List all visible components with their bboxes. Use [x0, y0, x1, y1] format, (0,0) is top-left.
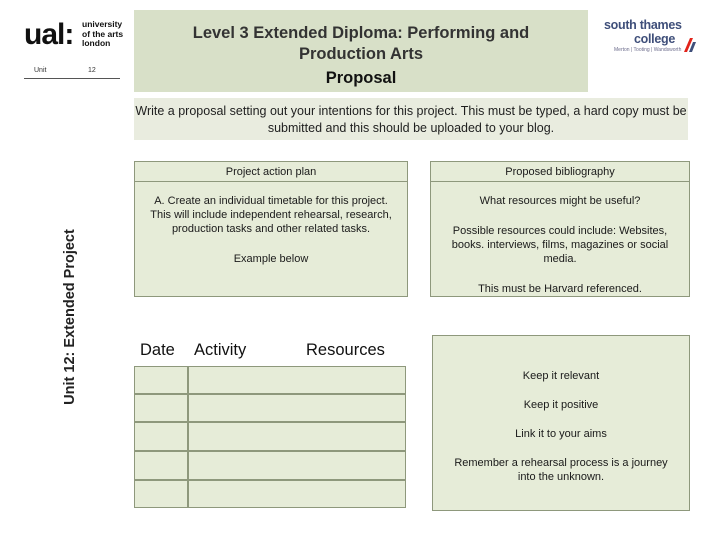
- table-cell: [188, 480, 406, 508]
- action-plan-text: A. Create an individual timetable for this project. This will include independent rehearsal, research, production tasks and other related tasks.: [150, 195, 392, 235]
- college-name-line2: college: [634, 32, 675, 46]
- action-plan-heading: Project action plan: [134, 161, 408, 183]
- table-header-date: Date: [140, 341, 175, 359]
- bibliography-heading: Proposed bibliography: [430, 161, 690, 183]
- title-line-1: Level 3 Extended Diploma: Performing and: [192, 24, 530, 42]
- table-cell: [134, 451, 188, 480]
- table-cell: [188, 394, 406, 422]
- ual-logo-mark: ual:: [24, 18, 74, 51]
- bibliography-possible: Possible resources could include: Websites, books. interviews, films, magazines or social media.: [451, 225, 669, 265]
- intro-box: [134, 98, 688, 140]
- table-cell: [134, 366, 188, 394]
- unit-row: [24, 64, 120, 76]
- timetable-table: [134, 336, 406, 508]
- college-logo-icon: [682, 36, 696, 52]
- bibliography-harvard: This must be Harvard referenced.: [478, 283, 642, 295]
- table-header-activity: Activity: [194, 341, 247, 359]
- action-plan-panel: [134, 181, 408, 297]
- title-line-2: Production Arts: [298, 45, 424, 63]
- ual-logo: [24, 18, 134, 52]
- bibliography-panel: [430, 181, 690, 297]
- table-cell: [134, 394, 188, 422]
- unit-divider: [24, 78, 120, 79]
- tip-journey: Remember a rehearsal process is a journey into the unknown.: [454, 457, 668, 483]
- tip-relevant: Keep it relevant: [522, 370, 600, 382]
- table-header-resources: Resources: [306, 341, 385, 359]
- page-title: Proposal: [325, 69, 397, 87]
- action-plan-example: Example below: [233, 253, 309, 265]
- table-cell: [134, 422, 188, 451]
- tips-panel: [432, 335, 690, 511]
- table-cell: [188, 422, 406, 451]
- table-cell: [188, 451, 406, 480]
- table-cell: [188, 366, 406, 394]
- title-box: [134, 10, 588, 92]
- intro-text: Write a proposal setting out your intentions for this project. This must be typed, a hard copy must be submitted and this should be uploaded to your blog.: [135, 104, 687, 135]
- unit-label: Unit: [34, 67, 47, 74]
- college-tagline: Merton | Tooting | Wandsworth: [614, 47, 682, 53]
- bibliography-question: What resources might be useful?: [479, 195, 641, 207]
- college-name-line1: south thames: [604, 18, 682, 32]
- table-cell: [134, 480, 188, 508]
- ual-logo-text: university of the arts london: [82, 19, 124, 48]
- unit-number: 12: [88, 67, 96, 74]
- side-label: Unit 12: Extended Project: [62, 229, 78, 405]
- tip-positive: Keep it positive: [523, 399, 599, 411]
- tip-aims: Link it to your aims: [515, 428, 607, 440]
- college-logo: [598, 18, 698, 62]
